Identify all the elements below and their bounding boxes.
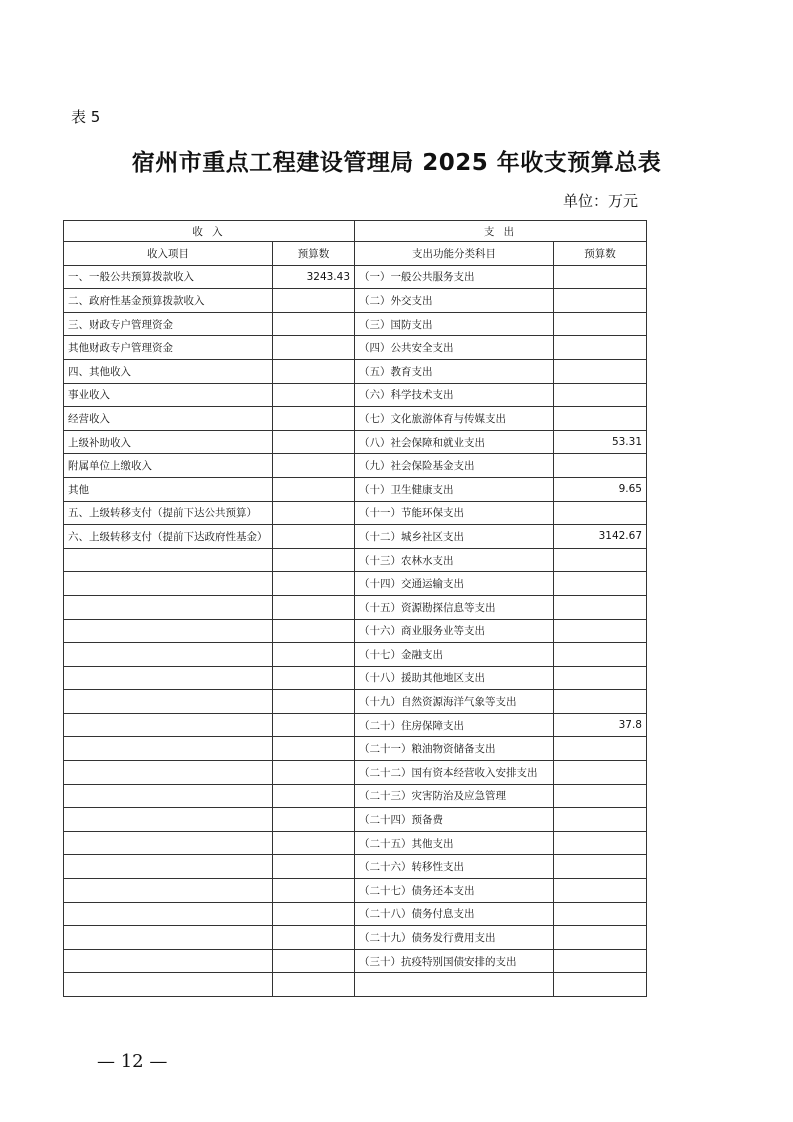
expense-item-header: 支出功能分类科目 — [355, 242, 554, 266]
income-item-cell: 经营收入 — [64, 407, 273, 431]
income-item-cell — [64, 595, 273, 619]
income-amount-cell — [273, 336, 355, 360]
income-amount-cell: 3243.43 — [273, 265, 355, 289]
table-row — [64, 902, 647, 926]
table-row — [64, 619, 647, 643]
table-row — [64, 336, 647, 360]
table-row — [64, 949, 647, 973]
income-item-cell — [64, 690, 273, 714]
income-item-cell — [64, 737, 273, 761]
table-row — [64, 383, 647, 407]
expense-item-cell: （二十九）债务发行费用支出 — [355, 926, 554, 950]
expense-amount-cell — [554, 572, 647, 596]
expense-amount-cell — [554, 808, 647, 832]
expense-item-cell: （十三）农林水支出 — [355, 548, 554, 572]
table-row — [64, 525, 647, 549]
expense-amount-cell — [554, 737, 647, 761]
income-amount-cell — [273, 949, 355, 973]
expense-amount-cell — [554, 359, 647, 383]
income-amount-cell — [273, 690, 355, 714]
income-amount-cell — [273, 477, 355, 501]
expense-group-header: 支 出 — [355, 221, 647, 242]
expense-amount-cell — [554, 501, 647, 525]
table-row — [64, 643, 647, 667]
expense-amount-cell — [554, 265, 647, 289]
expense-amount-cell — [554, 312, 647, 336]
expense-item-cell: （四）公共安全支出 — [355, 336, 554, 360]
budget-summary-table — [63, 220, 647, 997]
table-row — [64, 359, 647, 383]
expense-item-cell: （二十）住房保障支出 — [355, 713, 554, 737]
table-row — [64, 737, 647, 761]
income-item-cell — [64, 831, 273, 855]
page-number: — 12 — — [97, 1051, 168, 1072]
table-row — [64, 713, 647, 737]
table-group-header — [64, 221, 647, 242]
expense-item-cell: （十二）城乡社区支出 — [355, 525, 554, 549]
expense-amount-cell — [554, 336, 647, 360]
expense-item-cell: （十六）商业服务业等支出 — [355, 619, 554, 643]
table-row — [64, 289, 647, 313]
expense-amount-cell — [554, 973, 647, 997]
income-item-cell: 事业收入 — [64, 383, 273, 407]
income-amount-cell — [273, 713, 355, 737]
income-amount-cell — [273, 761, 355, 785]
income-item-cell — [64, 879, 273, 903]
income-item-cell: 上级补助收入 — [64, 430, 273, 454]
expense-item-cell: （十五）资源勘探信息等支出 — [355, 595, 554, 619]
income-amount-cell — [273, 525, 355, 549]
expense-amount-cell — [554, 761, 647, 785]
expense-item-cell: （九）社会保险基金支出 — [355, 454, 554, 478]
income-amount-cell — [273, 643, 355, 667]
income-item-cell — [64, 855, 273, 879]
expense-amount-cell: 37.8 — [554, 713, 647, 737]
expense-amount-cell: 9.65 — [554, 477, 647, 501]
table-row — [64, 572, 647, 596]
expense-item-cell: （十一）节能环保支出 — [355, 501, 554, 525]
expense-item-cell: （五）教育支出 — [355, 359, 554, 383]
expense-amount-cell — [554, 407, 647, 431]
expense-item-cell: （十八）援助其他地区支出 — [355, 666, 554, 690]
expense-amount-cell: 53.31 — [554, 430, 647, 454]
expense-amount-cell — [554, 619, 647, 643]
expense-item-cell: （一）一般公共服务支出 — [355, 265, 554, 289]
income-amount-cell — [273, 831, 355, 855]
expense-item-cell: （二十三）灾害防治及应急管理 — [355, 784, 554, 808]
expense-item-cell: （十九）自然资源海洋气象等支出 — [355, 690, 554, 714]
table-number: 表 5 — [71, 108, 101, 126]
expense-amount-cell: 3142.67 — [554, 525, 647, 549]
expense-item-cell: （二十四）预备费 — [355, 808, 554, 832]
table-row — [64, 690, 647, 714]
income-item-cell — [64, 784, 273, 808]
expense-item-cell: （十七）金融支出 — [355, 643, 554, 667]
expense-amount-cell — [554, 926, 647, 950]
income-amount-cell — [273, 359, 355, 383]
table-row — [64, 454, 647, 478]
expense-item-cell: （十）卫生健康支出 — [355, 477, 554, 501]
expense-item-cell: （二十二）国有资本经营收入安排支出 — [355, 761, 554, 785]
expense-amount-cell — [554, 690, 647, 714]
unit-label: 单位：万元 — [562, 192, 638, 210]
income-amount-cell — [273, 548, 355, 572]
income-amount-cell — [273, 619, 355, 643]
income-amount-cell — [273, 902, 355, 926]
income-amount-cell — [273, 926, 355, 950]
expense-amount-cell — [554, 595, 647, 619]
income-amount-cell — [273, 572, 355, 596]
income-amount-cell — [273, 407, 355, 431]
income-item-cell — [64, 761, 273, 785]
expense-item-cell: （八）社会保障和就业支出 — [355, 430, 554, 454]
income-amount-cell — [273, 784, 355, 808]
income-amount-cell — [273, 737, 355, 761]
income-item-cell — [64, 713, 273, 737]
expense-amount-cell — [554, 383, 647, 407]
expense-amount-header: 预算数 — [554, 242, 647, 266]
income-item-cell: 四、其他收入 — [64, 359, 273, 383]
table-row — [64, 477, 647, 501]
income-item-cell: 二、政府性基金预算拨款收入 — [64, 289, 273, 313]
income-item-cell: 六、上级转移支付（提前下达政府性基金） — [64, 525, 273, 549]
income-amount-header: 预算数 — [273, 242, 355, 266]
table-row — [64, 855, 647, 879]
income-item-cell — [64, 619, 273, 643]
income-amount-cell — [273, 808, 355, 832]
income-amount-cell — [273, 383, 355, 407]
expense-item-cell: （二十一）粮油物资储备支出 — [355, 737, 554, 761]
table-row — [64, 548, 647, 572]
table-row — [64, 407, 647, 431]
income-item-cell — [64, 902, 273, 926]
page-title: 宿州市重点工程建设管理局 2025 年收支预算总表 — [131, 150, 662, 176]
table-row — [64, 831, 647, 855]
income-group-header: 收 入 — [64, 221, 355, 242]
table-row — [64, 312, 647, 336]
income-item-cell — [64, 808, 273, 832]
expense-amount-cell — [554, 784, 647, 808]
table-row — [64, 973, 647, 997]
expense-item-cell: （二十七）债务还本支出 — [355, 879, 554, 903]
income-amount-cell — [273, 454, 355, 478]
income-item-cell — [64, 666, 273, 690]
table-row — [64, 784, 647, 808]
table-row — [64, 808, 647, 832]
income-amount-cell — [273, 501, 355, 525]
income-amount-cell — [273, 879, 355, 903]
income-item-cell — [64, 926, 273, 950]
income-amount-cell — [273, 595, 355, 619]
table-row — [64, 761, 647, 785]
income-amount-cell — [273, 855, 355, 879]
expense-amount-cell — [554, 879, 647, 903]
income-item-cell: 附属单位上缴收入 — [64, 454, 273, 478]
expense-item-cell: （七）文化旅游体育与传媒支出 — [355, 407, 554, 431]
income-item-cell — [64, 949, 273, 973]
income-item-cell: 三、财政专户管理资金 — [64, 312, 273, 336]
expense-amount-cell — [554, 831, 647, 855]
table-row — [64, 501, 647, 525]
expense-item-cell: （二）外交支出 — [355, 289, 554, 313]
expense-item-cell: （十四）交通运输支出 — [355, 572, 554, 596]
expense-amount-cell — [554, 643, 647, 667]
table-row — [64, 926, 647, 950]
expense-item-cell: （二十八）债务付息支出 — [355, 902, 554, 926]
income-item-cell — [64, 548, 273, 572]
expense-item-cell: （二十五）其他支出 — [355, 831, 554, 855]
table-row — [64, 879, 647, 903]
expense-amount-cell — [554, 666, 647, 690]
table-row — [64, 430, 647, 454]
table-row — [64, 265, 647, 289]
income-item-cell — [64, 572, 273, 596]
income-item-cell: 五、上级转移支付（提前下达公共预算） — [64, 501, 273, 525]
expense-item-cell: （二十六）转移性支出 — [355, 855, 554, 879]
income-amount-cell — [273, 289, 355, 313]
expense-item-cell: （三十）抗疫特别国债安排的支出 — [355, 949, 554, 973]
expense-item-cell: （三）国防支出 — [355, 312, 554, 336]
income-amount-cell — [273, 430, 355, 454]
expense-amount-cell — [554, 289, 647, 313]
expense-amount-cell — [554, 949, 647, 973]
income-item-cell: 一、一般公共预算拨款收入 — [64, 265, 273, 289]
expense-amount-cell — [554, 902, 647, 926]
income-item-cell: 其他财政专户管理资金 — [64, 336, 273, 360]
expense-amount-cell — [554, 454, 647, 478]
table-row — [64, 595, 647, 619]
table-column-header — [64, 242, 647, 266]
income-amount-cell — [273, 973, 355, 997]
income-item-cell: 其他 — [64, 477, 273, 501]
expense-item-cell: （六）科学技术支出 — [355, 383, 554, 407]
expense-item-cell — [355, 973, 554, 997]
income-item-cell — [64, 643, 273, 667]
income-amount-cell — [273, 666, 355, 690]
income-amount-cell — [273, 312, 355, 336]
expense-amount-cell — [554, 855, 647, 879]
income-item-cell — [64, 973, 273, 997]
income-item-header: 收入项目 — [64, 242, 273, 266]
expense-amount-cell — [554, 548, 647, 572]
table-row — [64, 666, 647, 690]
